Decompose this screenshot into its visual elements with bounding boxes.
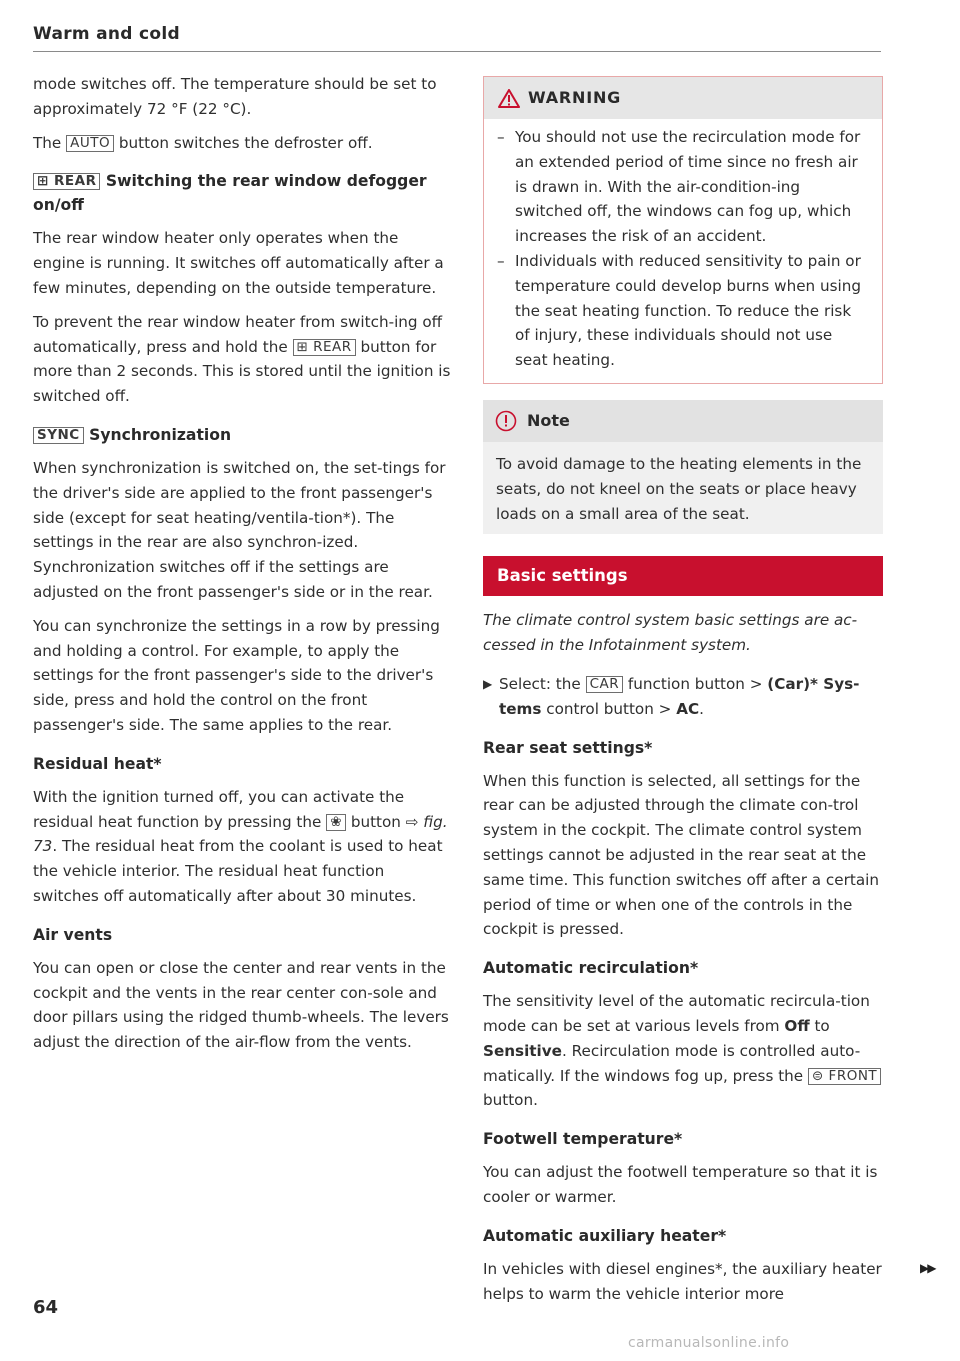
- heading-auxiliary-heater: Automatic auxiliary heater*: [483, 1226, 727, 1245]
- paragraph-residual-heat: With the ignition turned off, you can activate the residual heat function by pressing the ❀ button ⇨ fig. 73. The residual heat from the coolant is used to heat the vehicle interior. The residual heat function switches off automatically after about 30 minutes.: [33, 787, 448, 905]
- figure-reference-link[interactable]: ⇨ fig. 73: [33, 812, 448, 856]
- heading-automatic-recirculation: Automatic recirculation*: [483, 959, 699, 978]
- paragraph-mode-switches: mode switches off. The temperature should be set to approximately 72 °F (22 °C).: [33, 75, 437, 118]
- car-button-label: CAR: [586, 676, 624, 693]
- section-banner-basic-settings: Basic settings: [483, 556, 883, 596]
- header-divider: [33, 51, 881, 52]
- note-header: [483, 400, 883, 442]
- front-button-label: ⊜ FRONT: [808, 1068, 881, 1085]
- heading-rear-defogger: ⊞ REAR Switching the rear window defogger on/off: [33, 172, 427, 215]
- paragraph-rear-seat-settings: When this function is selected, all settings for the rear can be adjusted through the climate con-trol system in the cockpit. The climate control system settings cannot be adjusted in the rear seat at the same time. This function switches off after a certain period of time or when one of the controls in the cockpit is pressed.: [483, 771, 879, 939]
- note-title: Note: [527, 410, 570, 430]
- heading-rear-seat-settings: Rear seat settings*: [483, 738, 653, 757]
- paragraph-sync-2: You can synchronize the settings in a row by pressing and holding a control. For example, to apply the settings for the front passenger's side to the driver's side, press and hold the control on the front passenger's side. The same applies to the rear.: [33, 616, 440, 734]
- warning-list: [484, 119, 882, 383]
- paragraph-auxiliary-heater: In vehicles with diesel engines*, the auxiliary heater helps to warm the vehicle interior more: [483, 1259, 882, 1303]
- heading-air-vents: Air vents: [33, 925, 113, 944]
- paragraph-air-vents: You can open or close the center and rear vents in the cockpit and the vents in the rear center con-sole and door pillars using the ridged thumb-wheels. The levers adjust the direction of the air-flow from the vents.: [33, 958, 449, 1052]
- note-box: [483, 400, 883, 534]
- paragraph-rear-heater: The rear window heater only operates when the engine is running. It switches off automatically after a few minutes, depending on the outside temperature.: [33, 229, 444, 297]
- warning-title: WARNING: [528, 87, 622, 107]
- heading-footwell-temperature: Footwell temperature*: [483, 1130, 683, 1149]
- paragraph-automatic-recirculation: The sensitivity level of the automatic recircula-tion mode can be set at various levels from Off to Sensitive. Recirculation mode is controlled auto-matically. If the windows fog up, press the ⊜ FRONT button.: [483, 989, 883, 1113]
- rear-button-label-inline: ⊞ REAR: [293, 339, 356, 356]
- heading-residual-heat: Residual heat*: [33, 754, 162, 773]
- warning-triangle-icon: [498, 89, 520, 108]
- warning-item-seat-heating: – Individuals with reduced sensitivity to pain or temperature could develop burns when using the seat heating function. To reduce the risk of injury, these individuals should not use seat heating.: [497, 249, 864, 373]
- paragraph-footwell-temperature: You can adjust the footwell temperature so that it is cooler or warmer.: [483, 1163, 878, 1206]
- paragraph-rear-heater-hold: To prevent the rear window heater from switch-ing off automatically, press and hold the ⊞ REAR button for more than 2 seconds. This is stored until the ignition is switched off.: [33, 312, 451, 406]
- rear-button-label: ⊞ REAR: [33, 173, 100, 190]
- right-column: [483, 76, 883, 1315]
- heading-synchronization: SYNC Synchronization: [33, 423, 453, 447]
- left-column: [33, 72, 453, 1064]
- intro-basic-settings: The climate control system basic settings are ac-cessed in the Infotainment system.: [483, 611, 858, 655]
- residual-heat-icon: ❀: [326, 814, 346, 831]
- sync-button-label: SYNC: [33, 427, 84, 444]
- warning-item-recirculation: – You should not use the recirculation mode for an extended period of time since no fresh air is drawn in. With the air-condition-ing switched off, the windows can fog up, which increases the risk of an accident.: [497, 125, 864, 249]
- auto-button-label: AUTO: [66, 135, 114, 152]
- step-arrow-icon: ▶: [483, 676, 493, 691]
- instruction-step: ▶ Select: the CAR function button > (Car)* Sys-tems control button > AC.: [483, 672, 883, 722]
- paragraph-auto-button: The AUTO button switches the defroster off.: [33, 133, 373, 152]
- paragraph-sync-1: When synchronization is switched on, the set-tings for the driver's side are applied to the front passenger's side (except for seat heating/ventila-tion*). The settings in the rear are also synchron-ized. Synchronization switches off if the settings are adjusted on the front passenger's side or in the rear.: [33, 458, 446, 601]
- continue-arrow-icon[interactable]: ▶▶: [920, 1261, 935, 1275]
- warning-header: [484, 77, 882, 119]
- note-text: To avoid damage to the heating elements in the seats, do not kneel on the seats or place heavy loads on a small area of the seat.: [496, 454, 862, 523]
- watermark-text: carmanualsonline.info: [628, 1335, 790, 1351]
- page-number: 64: [33, 1297, 59, 1318]
- warning-box: [483, 76, 883, 384]
- note-info-icon: [495, 410, 517, 432]
- section-header-title: Warm and cold: [33, 24, 180, 44]
